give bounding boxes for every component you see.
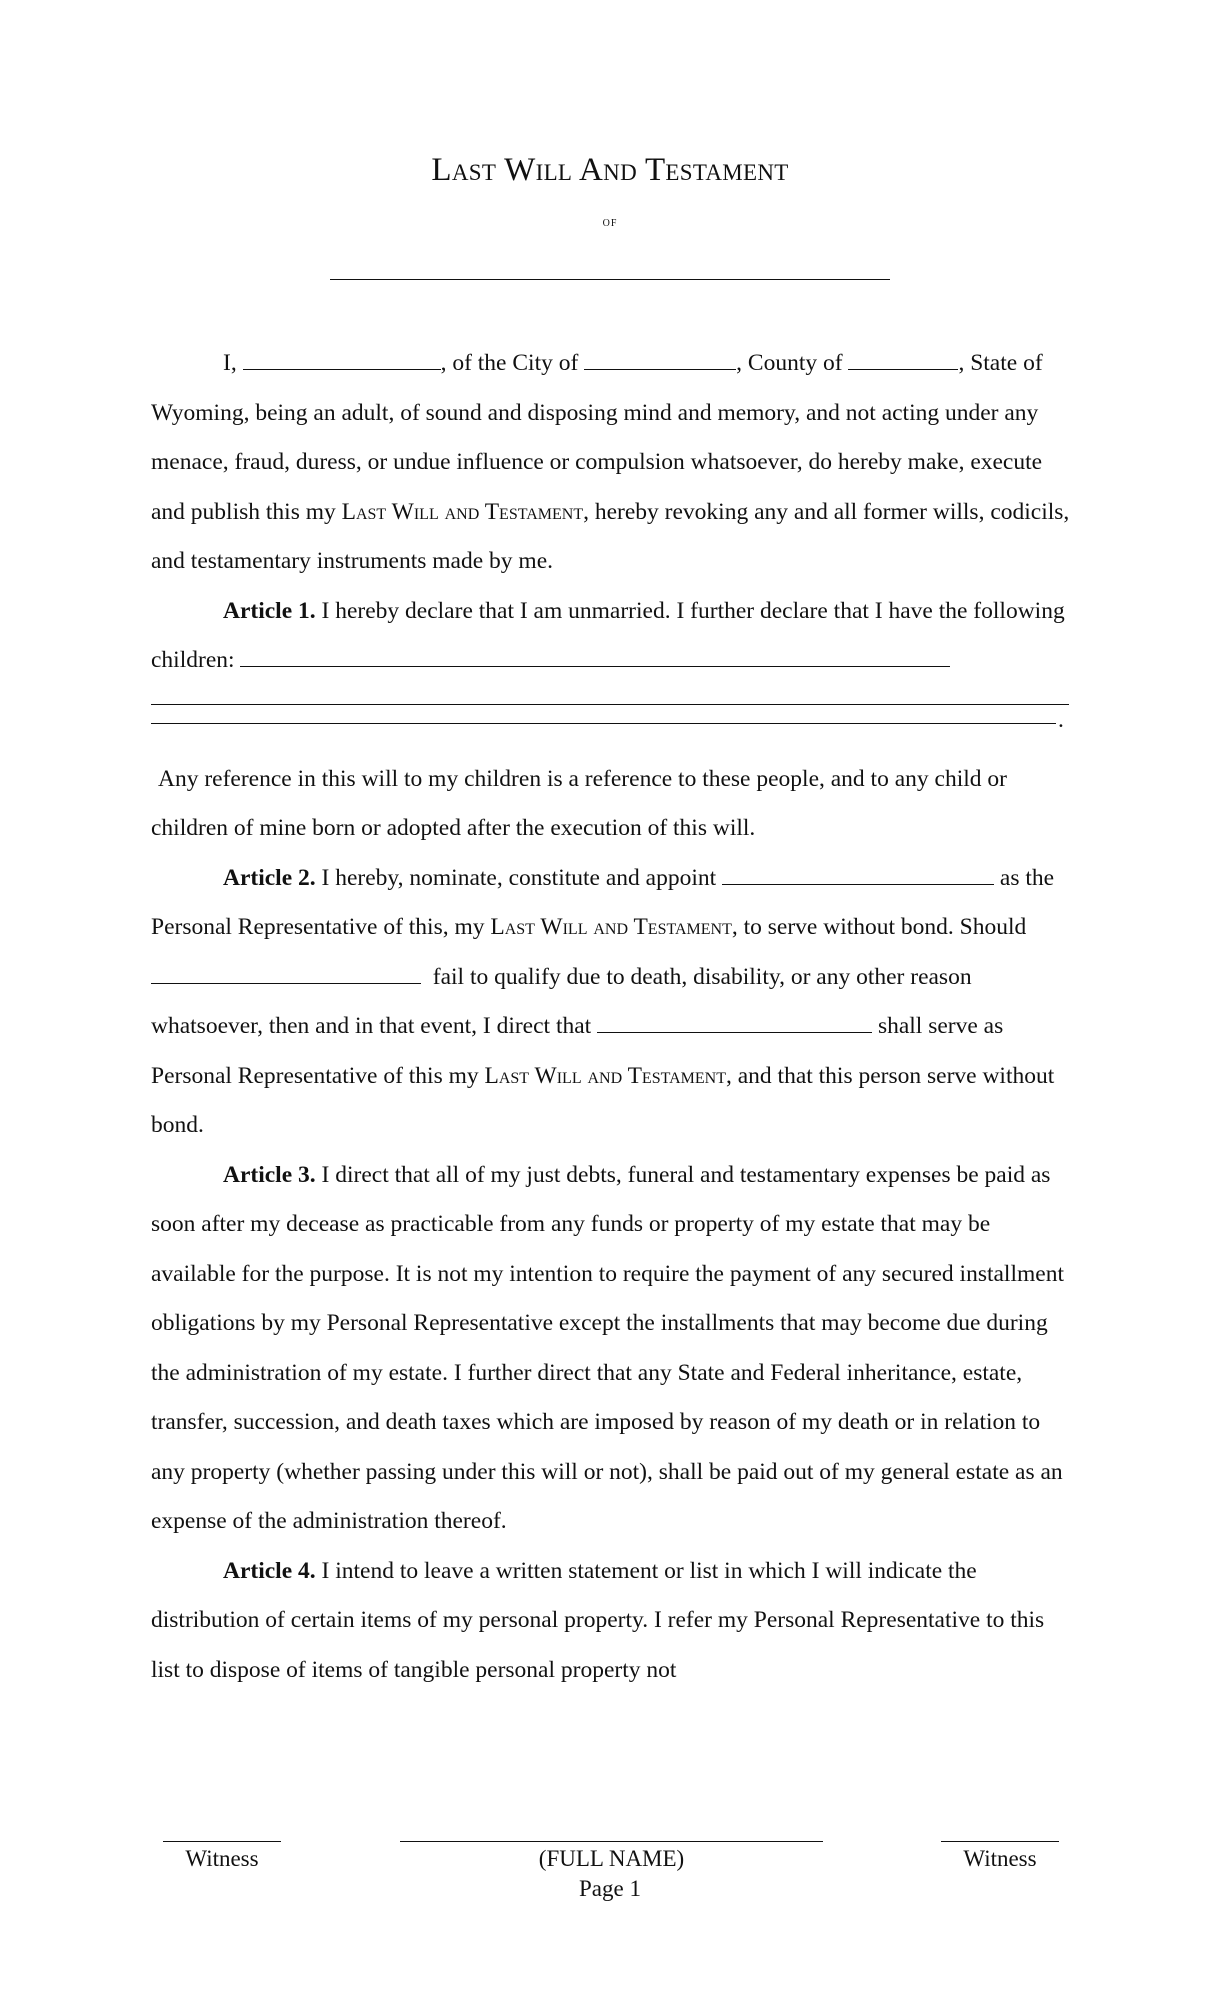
page-number: Page 1 (579, 1876, 641, 1901)
children-blank-3[interactable] (151, 723, 1056, 724)
city-blank[interactable] (584, 351, 736, 370)
article-2-paragraph: Article 2. I hereby, nominate, constitute and appoint as the Personal Representative of this, my Last Will and Testament, to serve without bond. Should fail to qualify due to death, disability, or any other reason whatsoever, then and in that event, I direct that shall serve as Personal Representative of this my Last Will and Testament, and that this person serve without bond. (151, 864, 1055, 1138)
children-blank-1[interactable] (240, 648, 950, 667)
representative-name-blank[interactable] (151, 965, 421, 984)
full-name-line[interactable] (400, 1841, 823, 1842)
county-blank[interactable] (848, 351, 958, 370)
article-1-heading: Article 1. (223, 597, 316, 624)
article-1-children-reference: Any reference in this will to my children is a reference to these people, and to any child or children of mine born or adopted after the execution of this will. (151, 765, 1007, 841)
witness-left-label: Witness (185, 1846, 259, 1871)
testator-name-blank[interactable] (243, 351, 441, 370)
full-name-label: (FULL NAME) (538, 1846, 685, 1871)
article-3-paragraph: Article 3. I direct that all of my just debts, funeral and testamentary expenses be paid as soon after my decease as practicable from any funds or property of my estate that may be available for the purpose. It is not my intention to require the payment of any secured installment obligations by my Personal Representative except the installments that may become due during the administration of my estate. I further direct that any State and Federal inheritance, estate, transfer, succession, and death taxes which are imposed by reason of my death or in relation to any property (whether passing under this will or not), shall be paid out of my general estate as an expense of the administration thereof. (151, 1161, 1064, 1534)
witness-right-label: Witness (963, 1846, 1037, 1871)
document-title: Last Will And Testament (431, 152, 789, 188)
article-1-paragraph: Article 1. I hereby declare that I am unmarried. I further declare that I have the following children: (151, 597, 1065, 673)
witness-right-line[interactable] (941, 1841, 1059, 1842)
document-body (151, 339, 1071, 1695)
article-2-heading: Article 2. (223, 864, 316, 891)
children-blank-3-row: . (151, 723, 1071, 755)
article-4-paragraph: Article 4. I intend to leave a written statement or list in which I will indicate the distribution of certain items of my personal property. I refer my Personal Representative to this list to dispose of items of tangible personal property not (151, 1557, 1045, 1683)
representative-blank[interactable] (722, 866, 994, 885)
title-of: of (602, 215, 618, 230)
article-4-heading: Article 4. (223, 1557, 316, 1584)
article-3-heading: Article 3. (223, 1161, 316, 1188)
witness-left-line[interactable] (163, 1841, 281, 1842)
intro-paragraph: I, , of the City of , County of , State of Wyoming, being an adult, of sound and disposing mind and memory, and not acting under any menace, fraud, duress, or undue influence or compulsion whatsoever, do hereby make, execute and publish this my Last Will and Testament, hereby revoking any and all former wills, codicils, and testamentary instruments made by me. (151, 350, 1070, 574)
testator-name-line[interactable] (330, 279, 890, 280)
alternate-representative-blank[interactable] (597, 1014, 872, 1033)
